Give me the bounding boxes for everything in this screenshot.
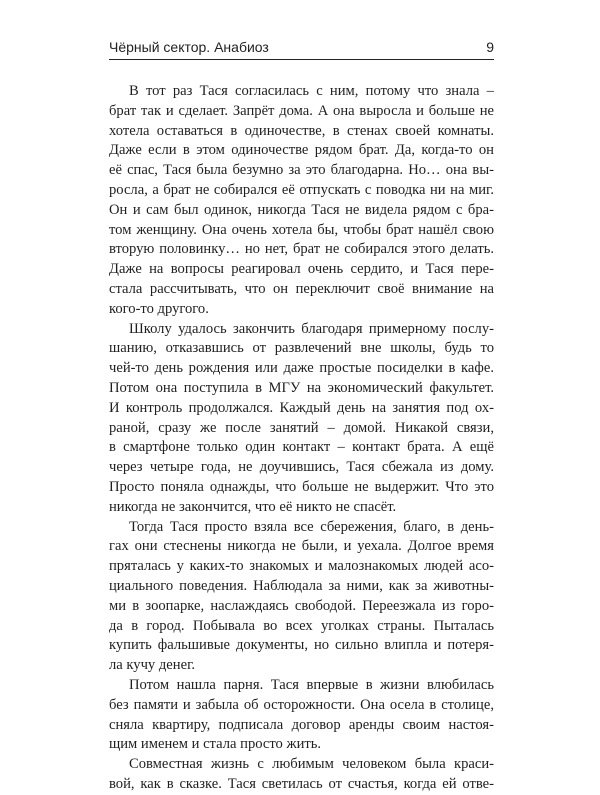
text-line: Школу удалось закончить благодаря примерному послу- [129,320,494,337]
text-line: через четыре года, не доучившись, Тася сбежала из дому. [109,459,494,476]
text-line: Совместная жизнь с любимым человеком была краси- [129,756,494,773]
text-line: Даже на вопросы реагировал очень сердито, и Тася пере- [109,261,494,278]
book-title: Чёрный сектор. Анабиоз [109,39,269,55]
text-line: купить фальшивые документы, но сильно влипла и потеря- [109,637,494,654]
text-line: никогда не закончится, что её никто не спасёт. [109,498,397,515]
text-line: вой, как в сказке. Тася светилась от счастья, когда ей отве- [109,775,494,792]
page-number: 9 [486,39,494,55]
text-line: чей-то день рождения или даже простые посиделки в кафе. [109,360,494,377]
text-line: в смартфоне только один контакт – контакт брата. А ещё [109,439,494,456]
body-text [109,82,494,795]
text-line: Тогда Тася просто взяла все сбережения, благо, в день- [129,518,494,535]
running-header [109,36,494,58]
text-line: шанию, отказавшись от развлечений вне школы, будь то [109,340,494,357]
text-line: Он и сам был одинок, никогда Тася не видела рядом с бра- [109,201,494,218]
text-line: хотела оставаться в одиночестве, в стенах своей комнаты. [109,122,494,139]
text-line: Потом она поступила в МГУ на экономический факультет. [109,379,494,396]
text-line: ла кучу денег. [109,657,196,674]
text-line: вторую половинку… но нет, брат не собирался этого делать. [109,241,494,258]
text-line: без памяти и забыла об осторожности. Она осела в столице, [109,696,494,713]
text-line: брат так и сделает. Запрёт дома. А она выросла и больше не [109,102,494,119]
text-line: Даже если в этом одиночестве рядом брат. Да, когда-то он [109,142,494,159]
text-line: да в город. Побывала во всех уголках страны. Пыталась [109,617,494,634]
text-line: её спас, Тася была безумно за это благодарна. Но… она вы- [109,162,494,179]
text-line: том женщину. Она очень хотела бы, чтобы брат нашёл свою [109,221,494,238]
text-line: Просто поняла однажды, что больше не выдержит. Что это [109,478,494,495]
text-line: В тот раз Тася согласилась с ним, потому что знала – [129,83,494,99]
text-line: пряталась у каких-то знакомых и малознакомых людей асо- [109,558,494,575]
text-line: ми в зоопарке, наслаждаясь свободой. Переезжала из горо- [109,597,494,614]
text-line: щим именем и стала просто жить. [109,736,322,753]
text-line: кого-то другого. [109,300,209,317]
text-line: циального поведения. Наблюдала за ними, как за животны- [109,577,494,594]
text-line: гах они стеснены никогда не были, и уехала. Долгое время [109,538,494,555]
text-line: раной, сразу же после занятий – домой. Никакой связи, [109,419,494,436]
text-line: росла, а брат не собирался её отпускать с поводка ни на миг. [109,181,494,198]
header-rule [109,59,494,60]
text-line: Потом нашла парня. Тася впервые в жизни влюбилась [129,676,494,693]
text-line: И контроль продолжался. Каждый день на занятия под ох- [109,399,494,416]
text-line: стала рассчитывать, что он переключит своё внимание на [109,280,494,297]
text-line: сняла квартиру, подписала договор аренды своим настоя- [109,716,494,733]
